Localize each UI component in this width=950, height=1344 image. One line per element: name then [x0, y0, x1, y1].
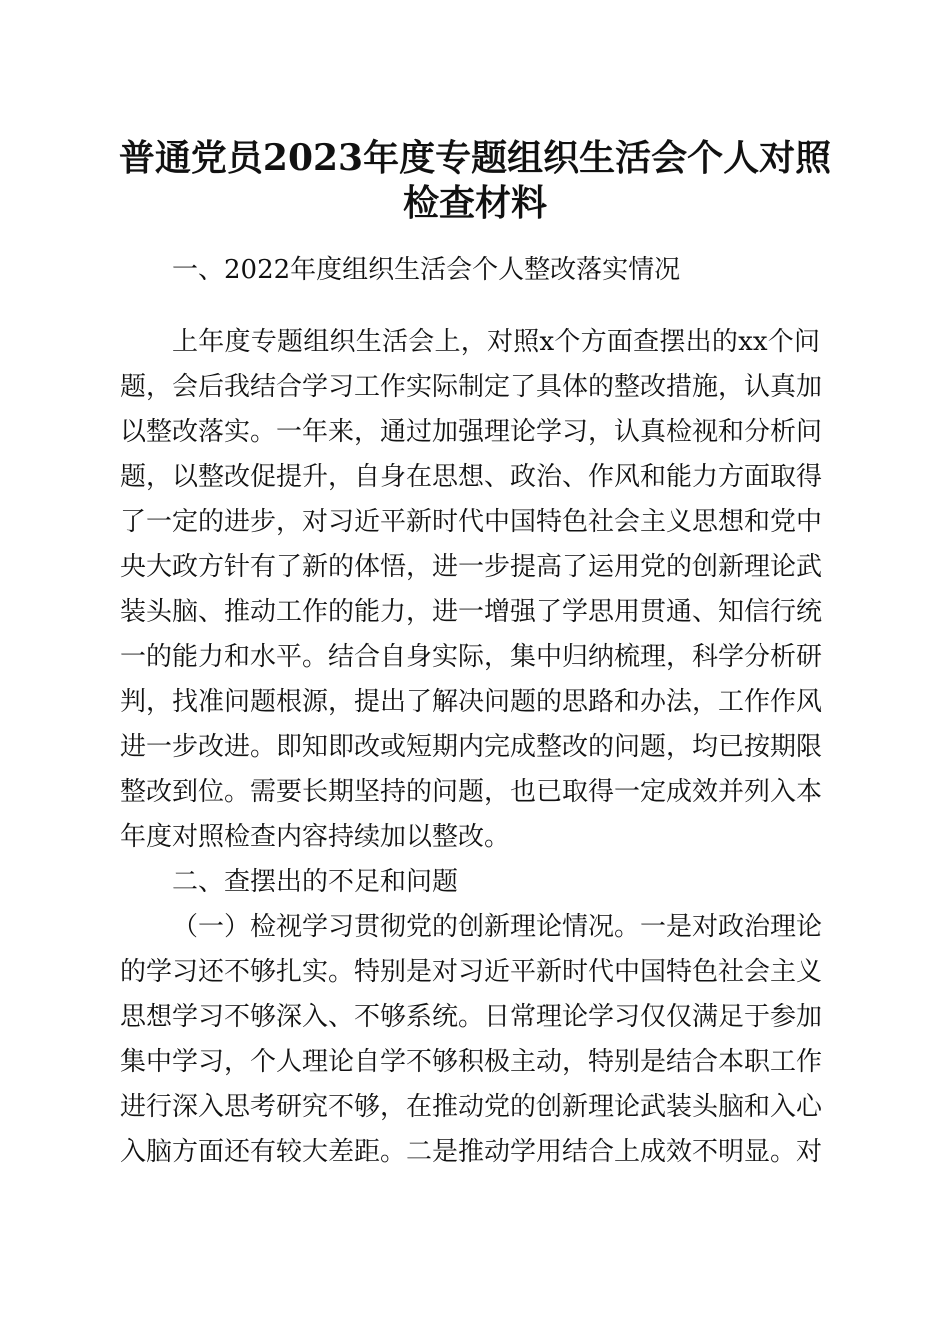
text-line: 入脑方面还有较大差距。二是推动学用结合上成效不明显。对 [120, 1137, 823, 1167]
text-line: 一的能力和水平。结合自身实际，集中归纳梳理，科学分析研 [120, 642, 823, 672]
text-line: 题，以整改促提升，自身在思想、政治、作风和能力方面取得 [120, 462, 823, 492]
paragraph [120, 905, 823, 1175]
text-line: 上年度专题组织生活会上，对照x个方面查摆出的xx个问 [172, 327, 820, 357]
document-title [100, 136, 850, 226]
text-line: 年度对照检查内容持续加以整改。 [120, 822, 511, 852]
text-line: 题，会后我结合学习工作实际制定了具体的整改措施，认真加 [120, 372, 823, 402]
text-line: 进行深入思考研究不够，在推动党的创新理论武装头脑和入心 [120, 1092, 823, 1122]
text-line: 以整改落实。一年来，通过加强理论学习，认真检视和分析问 [120, 417, 823, 447]
text-line: 装头脑、推动工作的能力，进一增强了学思用贯通、知信行统 [120, 597, 823, 627]
section-heading: 二、查摆出的不足和问题 [172, 867, 459, 897]
text-line: 进一步改进。即知即改或短期内完成整改的问题，均已按期限 [120, 732, 823, 762]
text-line: 的学习还不够扎实。特别是对习近平新时代中国特色社会主义 [120, 957, 823, 987]
title-line-1: 普通党员2023年度专题组织生活会个人对照 [118, 137, 832, 179]
text-line: 央大政方针有了新的体悟，进一步提高了运用党的创新理论武 [120, 552, 823, 582]
paragraph [120, 320, 823, 860]
title-line-2: 检查材料 [402, 182, 547, 224]
document-body [120, 248, 823, 1175]
text-line: 整改到位。需要长期坚持的问题，也已取得一定成效并列入本 [120, 777, 823, 807]
text-line: 集中学习，个人理论自学不够积极主动，特别是结合本职工作 [120, 1047, 823, 1077]
text-line: 了一定的进步，对习近平新时代中国特色社会主义思想和党中 [120, 507, 823, 537]
section-heading: 一、2022年度组织生活会个人整改落实情况 [172, 255, 681, 285]
text-line: 思想学习不够深入、不够系统。日常理论学习仅仅满足于参加 [120, 1002, 823, 1032]
text-line: （一）检视学习贯彻党的创新理论情况。一是对政治理论 [172, 912, 823, 942]
text-line: 判，找准问题根源，提出了解决问题的思路和办法，工作作风 [120, 687, 823, 717]
